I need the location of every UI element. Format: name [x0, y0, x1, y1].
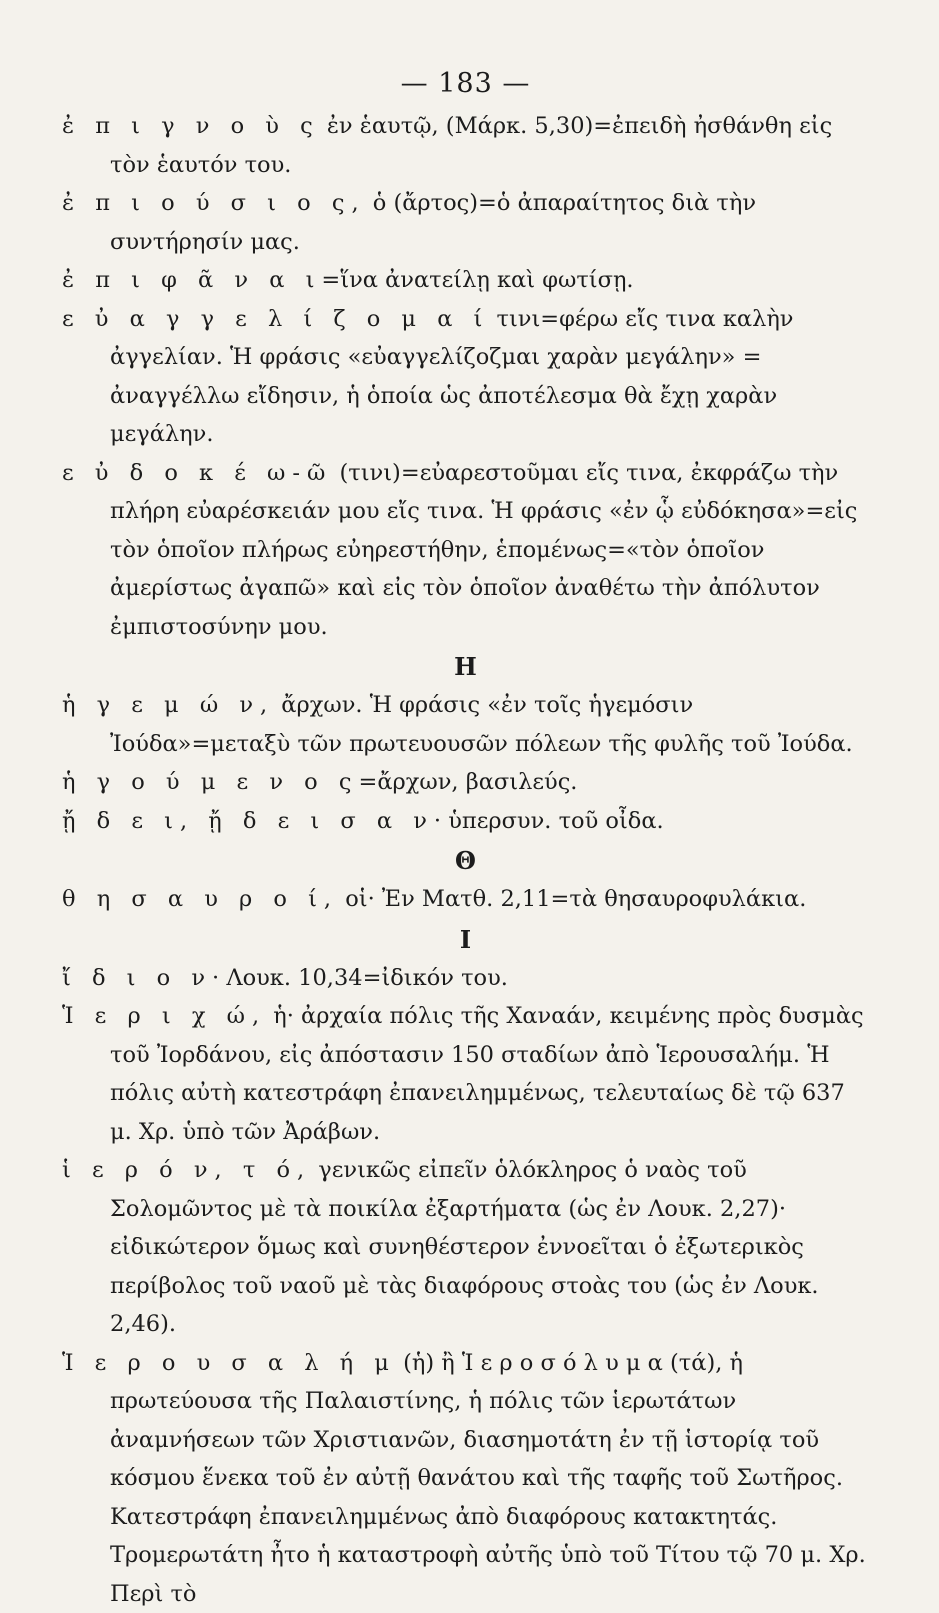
- entry-headword: ἡ γ ε μ ώ ν,: [62, 692, 274, 718]
- entry-definition: · ὑπερσυν. τοῦ οἶδα.: [434, 808, 664, 834]
- entry-definition: ὁ (ἄρτος)=ὁ ἀπαραίτητος διὰ τὴν συντήρησίν μας.: [110, 190, 756, 255]
- entry-definition: ἐν ἑαυτῷ, (Μάρκ. 5,30)=ἐπειδὴ ἠσθάνθη εἰς τὸν ἑαυτόν του.: [110, 113, 832, 178]
- glossary-entry: [62, 880, 869, 919]
- glossary-entry: [62, 107, 869, 184]
- section-letter-heading: Θ: [62, 844, 869, 878]
- entry-headword: ἱ ε ρ ό ν, τ ό,: [62, 1157, 311, 1183]
- entry-headword: Ἱ ε ρ ο υ σ α λ ή μ: [62, 1350, 396, 1376]
- entry-headword: ε ὐ δ ο κ έ ω-ῶ: [62, 460, 332, 486]
- entry-headword: ᾔ δ ε ι, ᾔ δ ε ι σ α ν: [62, 808, 434, 834]
- glossary-entry: [62, 261, 869, 300]
- glossary-entry: [62, 802, 869, 841]
- section-letter-heading: Ι: [62, 923, 869, 957]
- glossary-entry: [62, 959, 869, 998]
- glossary-entry: [62, 997, 869, 1151]
- entry-definition: οἱ· Ἐν Ματθ. 2,11=τὰ θησαυροφυλάκια.: [338, 886, 806, 912]
- page-number: — 183 —: [62, 68, 869, 99]
- entry-headword: Ἱ ε ρ ι χ ώ,: [62, 1003, 266, 1029]
- entry-definition: =ἵνα ἀνατείλῃ καὶ φωτίσῃ.: [321, 267, 633, 293]
- entry-headword: ἡ γ ο ύ μ ε ν ο ς: [62, 769, 358, 795]
- entry-definition: τινι=φέρω εἴς τινα καλὴν ἀγγελίαν. Ἡ φράσις «εὐαγγελίζοζμαι χαρὰν μεγάλην» = ἀναγγέλλω εἴδησιν, ἡ ὁποία ὡς ἀποτέλεσμα θὰ ἔχῃ χαρὰν μεγάλην.: [110, 306, 794, 448]
- entry-definition: γενικῶς εἰπεῖν ὁλόκληρος ὁ ναὸς τοῦ Σολομῶντος μὲ τὰ ποικίλα ἐξαρτήματα (ὡς ἐν Λουκ. 2,27)· εἰδικώτερον ὅμως καὶ συνηθέστερον ἐννοεῖται ὁ ἐξωτερικὸς περίβολος τοῦ ναοῦ μὲ τὰς διαφόρους στοὰς του (ὡς ἐν Λουκ. 2,46).: [110, 1157, 819, 1337]
- entry-headword: ἐ π ι ο ύ σ ι ο ς,: [62, 190, 366, 216]
- entry-headword: ἐ π ι γ ν ο ὺ ς: [62, 113, 320, 139]
- entry-headword: ἐ π ι φ ᾶ ν α ι: [62, 267, 321, 293]
- entry-definition: · Λουκ. 10,34=ἰδικόν του.: [212, 965, 508, 991]
- entry-definition: (τινι)=εὐαρεστοῦμαι εἴς τινα, ἐκφράζω τὴν πλήρη εὐαρέσκειάν μου εἴς τινα. Ἡ φράσις «ἐν ᾧ εὐδόκησα»=εἰς τὸν ὁποῖον πλήρως εὐηρεστήθην, ἑπομένως=«τὸν ὁποῖον ἀμερίστως ἀγαπῶ» καὶ εἰς τὸν ὁποῖον ἀναθέτω τὴν ἀπόλυτον ἐμπιστοσύνην μου.: [110, 460, 857, 640]
- entry-headword: θ η σ α υ ρ ο ί,: [62, 886, 338, 912]
- entry-headword: ἴ δ ι ο ν: [62, 965, 212, 991]
- entry-definition: ἡ· ἀρχαία πόλις τῆς Χαναάν, κειμένης πρὸς δυσμὰς τοῦ Ἰορδάνου, εἰς ἀπόστασιν 150 σταδίων ἀπὸ Ἱερουσαλήμ. Ἡ πόλις αὐτὴ κατεστράφη ἐπανειλημμένως, τελευταίως δὲ τῷ 637 μ. Χρ. ὑπὸ τῶν Ἀράβων.: [110, 1003, 864, 1145]
- section-letter-heading: Η: [62, 650, 869, 684]
- glossary-entry: [62, 454, 869, 647]
- glossary-entry: [62, 184, 869, 261]
- glossary-entry: [62, 300, 869, 454]
- glossary-entry: [62, 686, 869, 763]
- glossary-entry: [62, 1151, 869, 1344]
- entry-definition: =ἄρχων, βασιλεύς.: [358, 769, 577, 795]
- glossary-entry: [62, 763, 869, 802]
- entry-definition: ἄρχων. Ἡ φράσις «ἐν τοῖς ἡγεμόσιν Ἰούδα»=μεταξὺ τῶν πρωτευουσῶν πόλεων τῆς φυλῆς τοῦ Ἰούδα.: [110, 692, 853, 757]
- glossary-content: [62, 107, 869, 1613]
- entry-headword: ε ὐ α γ γ ε λ ί ζ ο μ α ί: [62, 306, 489, 332]
- glossary-entry: [62, 1344, 869, 1613]
- entry-definition: (ἡ) ἢ Ἱ ε ρ ο σ ό λ υ μ α (τά), ἡ πρωτεύουσα τῆς Παλαιστίνης, ἡ πόλις τῶν ἱερωτάτων ἀναμνήσεων τῶν Χριστιανῶν, διασημοτάτη ἐν τῇ ἱστορίᾳ τοῦ κόσμου ἕνεκα τοῦ ἐν αὐτῇ θανάτου καὶ τῆς ταφῆς τοῦ Σωτῆρος. Κατεστράφη ἐπανειλημμένως ἀπὸ διαφόρους κατακτητάς. Τρομερωτάτη ἦτο ἡ καταστροφὴ αὐτῆς ὑπὸ τοῦ Τίτου τῷ 70 μ. Χρ. Περὶ τὸ: [110, 1350, 866, 1607]
